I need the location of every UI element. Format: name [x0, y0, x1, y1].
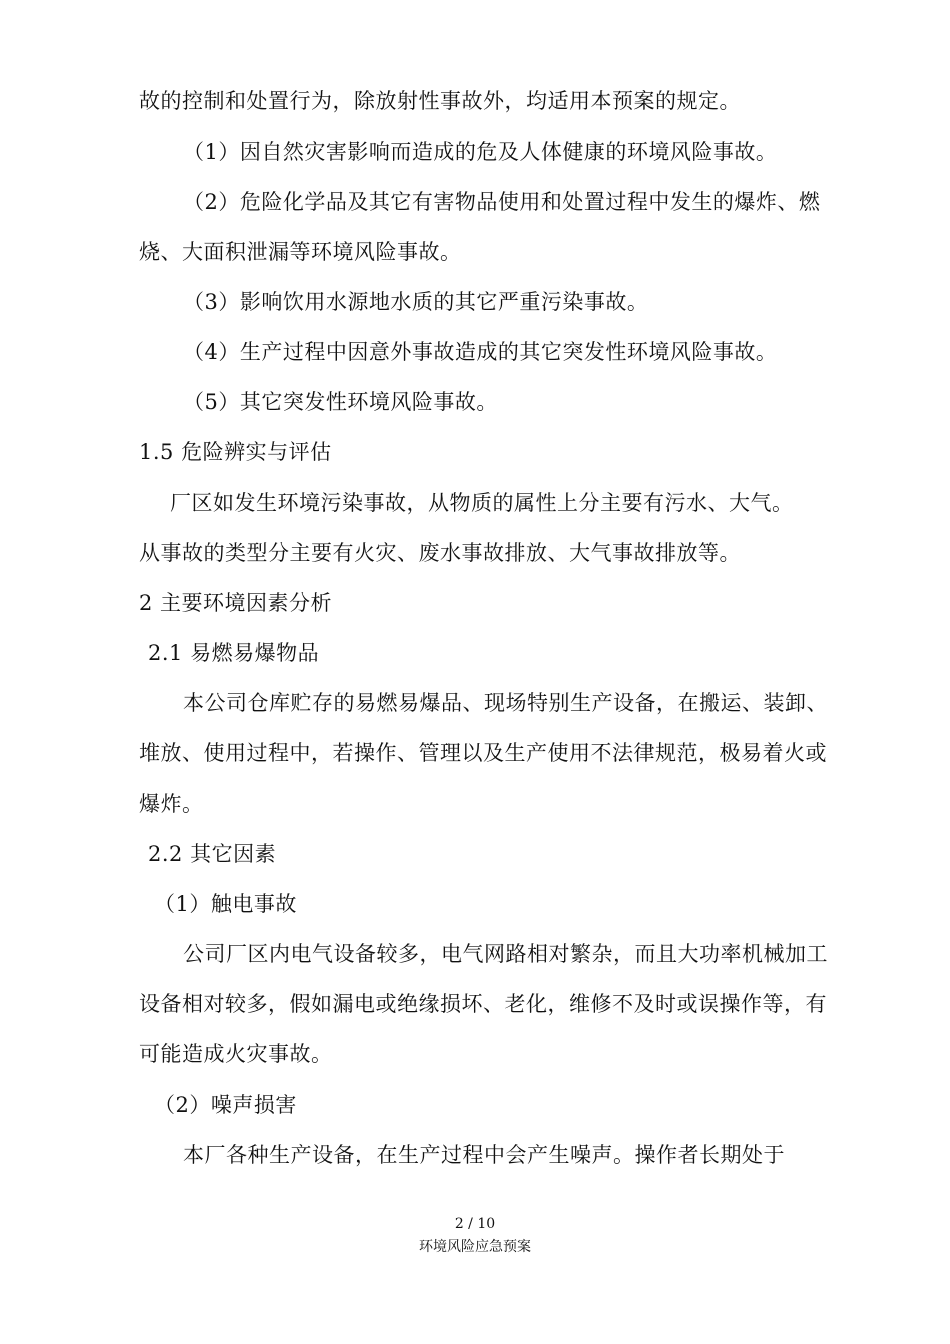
paragraph-line: 可能造成火灾事故。: [139, 1042, 333, 1066]
list-item-2-continuation: 烧、大面积泄漏等环境风险事故。: [139, 240, 462, 264]
paragraph-line: 本厂各种生产设备，在生产过程中会产生噪声。操作者长期处于: [183, 1143, 785, 1167]
section-heading-1-5: 1.5 危险辨实与评估: [139, 440, 332, 464]
paragraph-line: 本公司仓库贮存的易燃易爆品、现场特别生产设备，在搬运、装卸、: [183, 691, 828, 715]
paragraph-line: 故的控制和处置行为，除放射性事故外，均适用本预案的规定。: [139, 89, 741, 113]
paragraph-line: 厂区如发生环境污染事故，从物质的属性上分主要有污水、大气。: [170, 491, 794, 515]
paragraph-line: 公司厂区内电气设备较多，电气网路相对繁杂，而且大功率机械加工: [183, 942, 828, 966]
section-heading-2-2: 2.2 其它因素: [148, 842, 277, 866]
list-item-3: （3）影响饮用水源地水质的其它严重污染事故。: [183, 290, 649, 314]
list-item-5: （5）其它突发性环境风险事故。: [183, 390, 498, 414]
list-item-2: （2）危险化学品及其它有害物品使用和处置过程中发生的爆炸、燃: [183, 190, 821, 214]
page-number: 2 / 10: [454, 1216, 496, 1232]
list-item-1: （1）因自然灾害影响而造成的危及人体健康的环境风险事故。: [183, 140, 778, 164]
subheading-electric-shock: （1）触电事故: [154, 892, 297, 916]
subheading-noise-damage: （2）噪声损害: [154, 1093, 297, 1117]
section-heading-2-1: 2.1 易燃易爆物品: [148, 641, 320, 665]
paragraph-line: 爆炸。: [139, 792, 204, 816]
section-heading-2: 2 主要环境因素分析: [139, 591, 333, 615]
footer-document-title: 环境风险应急预案: [419, 1239, 531, 1255]
list-item-4: （4）生产过程中因意外事故造成的其它突发性环境风险事故。: [183, 340, 778, 364]
paragraph-line: 堆放、使用过程中，若操作、管理以及生产使用不法律规范，极易着火或: [139, 741, 827, 765]
paragraph-line: 从事故的类型分主要有火灾、废水事故排放、大气事故排放等。: [139, 541, 741, 565]
paragraph-line: 设备相对较多，假如漏电或绝缘损坏、老化，维修不及时或误操作等，有: [139, 992, 827, 1016]
